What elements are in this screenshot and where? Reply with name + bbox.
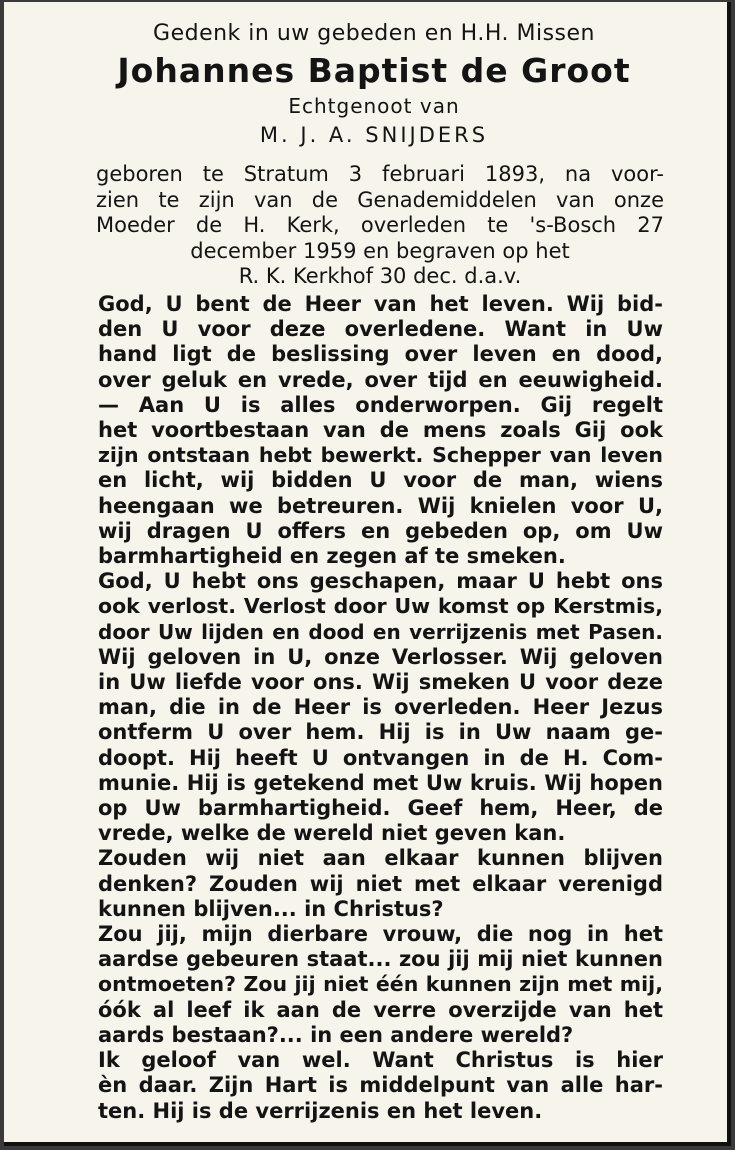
prayer-line: Zou jij, mijn dierbare vrouw, die nog in het	[98, 922, 663, 947]
prayer-line: het voortbestaan van de mens zoals Gij ook	[98, 418, 663, 443]
birth-line: december 1959 en begraven op het	[190, 238, 570, 263]
prayer-line: heengaan we betreuren. Wij knielen voor U,	[98, 493, 663, 518]
prayer-line: en licht, wij bidden U voor de man, wiens	[98, 468, 663, 493]
prayer-line: barmhartigheid en zegen af te smeken.	[98, 544, 566, 569]
prayer-line: op Uw barmhartigheid. Geef hem, Heer, de	[98, 796, 663, 821]
prayer-line: èn daar. Zijn Hart is middelpunt van alle har-	[98, 1073, 663, 1098]
prayer-line: man, die in de Heer is overleden. Heer Jezus	[98, 695, 663, 720]
prayer-text	[98, 292, 663, 1124]
birth-death-details	[96, 162, 664, 290]
birth-line: geboren te Stratum 3 februari 1893, na voor-	[96, 162, 664, 186]
prayer-line: over geluk en vrede, over tijd en eeuwigheid.	[98, 367, 663, 392]
prayer-line: óók al leef ik aan de verre overzijde van het	[98, 997, 663, 1022]
prayer-line: God, U bent de Heer van het leven. Wij bid-	[98, 292, 663, 316]
prayer-line: — Aan U is alles onderworpen. Gij regelt	[98, 392, 663, 417]
spouse-name: M. J. A. SNIJDERS	[259, 123, 489, 147]
prayer-line: kunnen blijven... in Christus?	[98, 896, 444, 921]
prayer-line: ontmoeten? Zou jij niet één kunnen zijn met mij,	[98, 972, 663, 997]
spouse-label: Echtgenoot van	[288, 94, 460, 118]
prayer-line: hand ligt de beslissing over leven en dood,	[98, 342, 663, 367]
intro-line: Gedenk in uw gebeden en H.H. Missen	[153, 21, 595, 46]
prayer-line: doopt. Hij heeft U ontvangen in de H. Com-	[98, 745, 663, 770]
prayer-line: ten. Hij is de verrijzenis en het leven.	[98, 1098, 543, 1123]
card-header	[4, 20, 735, 150]
prayer-line: in Uw liefde voor ons. Wij smeken U voor deze	[98, 670, 663, 695]
prayer-line: vrede, welke de wereld niet geven kan.	[98, 821, 566, 846]
prayer-line: ook verlost. Verlost door Uw komst op Kerstmis,	[98, 594, 663, 619]
prayer-line: munie. Hij is getekend met Uw kruis. Wij hopen	[98, 770, 663, 795]
birth-line: R. K. Kerkhof 30 dec. d.a.v.	[238, 264, 522, 288]
prayer-line: denken? Zouden wij niet met elkaar verenigd	[98, 871, 663, 896]
prayer-line: Zouden wij niet aan elkaar kunnen blijven	[98, 846, 663, 871]
prayer-line: Wij geloven in U, onze Verlosser. Wij geloven	[98, 644, 663, 669]
prayer-line: Ik geloof van wel. Want Christus is hier	[98, 1048, 663, 1073]
prayer-line: ontferm U over hem. Hij is in Uw naam ge-	[98, 720, 663, 745]
prayer-line: door Uw lijden en dood en verrijzenis met Pasen.	[98, 619, 663, 644]
memorial-card	[4, 2, 731, 1146]
deceased-name: Johannes Baptist de Groot	[117, 51, 631, 90]
prayer-line: den U voor deze overledene. Want in Uw	[98, 317, 663, 342]
prayer-line: aardse gebeuren staat... zou jij mij niet kunnen	[98, 947, 663, 972]
prayer-line: zijn ontstaan hebt bewerkt. Schepper van leven	[98, 443, 663, 468]
prayer-line: wij dragen U offers en gebeden op, om Uw	[98, 518, 663, 543]
prayer-line: God, U hebt ons geschapen, maar U hebt ons	[98, 569, 663, 594]
prayer-line: aards bestaan?... in een andere wereld?	[98, 1022, 574, 1047]
birth-line: Moeder de H. Kerk, overleden te 's-Bosch 27	[96, 213, 664, 237]
birth-line: zien te zijn van de Genademiddelen van onze	[96, 187, 664, 212]
